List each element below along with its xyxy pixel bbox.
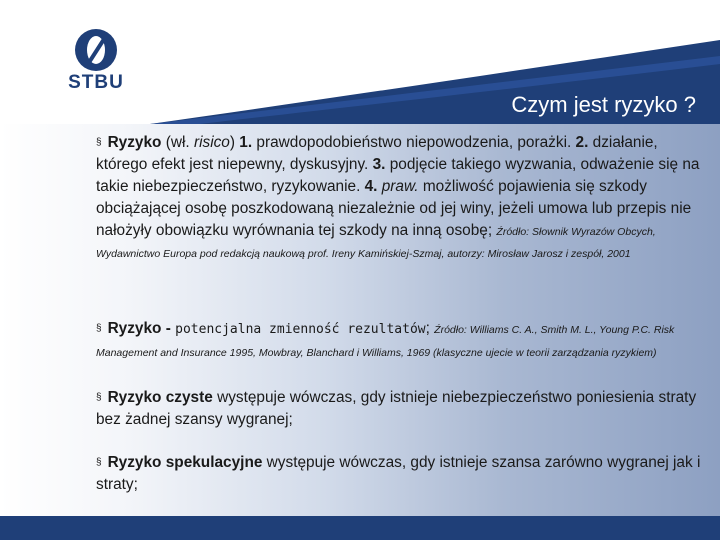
number-label: 2. bbox=[575, 134, 589, 151]
definition-paragraph-4 bbox=[96, 452, 702, 496]
term-praw: praw. bbox=[381, 178, 419, 195]
text-segment: ; bbox=[425, 320, 435, 337]
text-segment: występuje wówczas, gdy istnieje szansa zarówno wygranej jak i straty; bbox=[96, 454, 701, 493]
stbu-logo bbox=[66, 26, 126, 98]
logo-text: STBU bbox=[68, 72, 124, 93]
number-label: 4. bbox=[364, 178, 378, 195]
slide-title: Czym jest ryzyko ? bbox=[511, 92, 696, 117]
bullet-icon: § bbox=[96, 457, 102, 468]
text-segment: ; bbox=[487, 222, 497, 239]
text-segment: ) bbox=[229, 134, 240, 151]
definition-paragraph-1 bbox=[96, 132, 702, 264]
footer-bar bbox=[0, 516, 720, 540]
term-ryzyko-czyste: Ryzyko czyste bbox=[107, 389, 213, 406]
number-label: 3. bbox=[372, 156, 386, 173]
text-segment: możliwość pojawienia się szkody obciążającej osobę poszkodowaną niezależnie od jej winy, jeżeli umowa lub przepis nie nałożyły obowiązku wyrównania tej szkody na inną osobę bbox=[96, 178, 692, 239]
stbu-logo-icon bbox=[72, 26, 120, 74]
source-citation-1: Źródło: Słownik Wyrazów Obcych, Wydawnictwo Europa pod redakcją naukową prof. Ireny Kamińskiej-Szmaj, autorzy: Mirosław Jarosz i zespół, 2001 bbox=[96, 226, 656, 260]
text-segment: podjęcie takiego wyzwania, odważenie się na takie niebezpieczeństwo, ryzykowanie. bbox=[96, 156, 700, 195]
term-risico: risico bbox=[193, 134, 230, 151]
definition-paragraph-3 bbox=[96, 387, 702, 431]
definition-paragraph-2 bbox=[96, 318, 702, 363]
header bbox=[0, 0, 720, 124]
text-segment: - bbox=[161, 320, 176, 337]
term-ryzyko-spekulacyjne: Ryzyko spekulacyjne bbox=[107, 454, 263, 471]
text-segment: działanie, którego efekt jest niepewny, dyskusyjny. bbox=[96, 134, 658, 173]
text-segment: występuje wówczas, gdy istnieje niebezpieczeństwo poniesienia straty bez żadnej szansy wygranej; bbox=[96, 389, 697, 428]
bullet-icon: § bbox=[96, 137, 102, 148]
term-ryzyko: Ryzyko bbox=[107, 320, 162, 337]
source-citation-2: Źródło: Williams C. A., Smith M. L., Young P.C. Risk Management and Insurance 1995, Mowbray, Blanchard i Williams, 1969 (klasyczne ujecie w teorii zarządzania ryzykiem) bbox=[96, 324, 675, 359]
text-segment: (wł. bbox=[161, 134, 194, 151]
number-label: 1. bbox=[239, 134, 253, 151]
bullet-icon: § bbox=[96, 323, 102, 334]
text-segment: prawdopodobieństwo niepowodzenia, porażki. bbox=[252, 134, 576, 151]
bullet-icon: § bbox=[96, 392, 102, 403]
term-ryzyko: Ryzyko bbox=[107, 134, 162, 151]
definition-text: potencjalna zmienność rezultatów bbox=[175, 322, 426, 337]
